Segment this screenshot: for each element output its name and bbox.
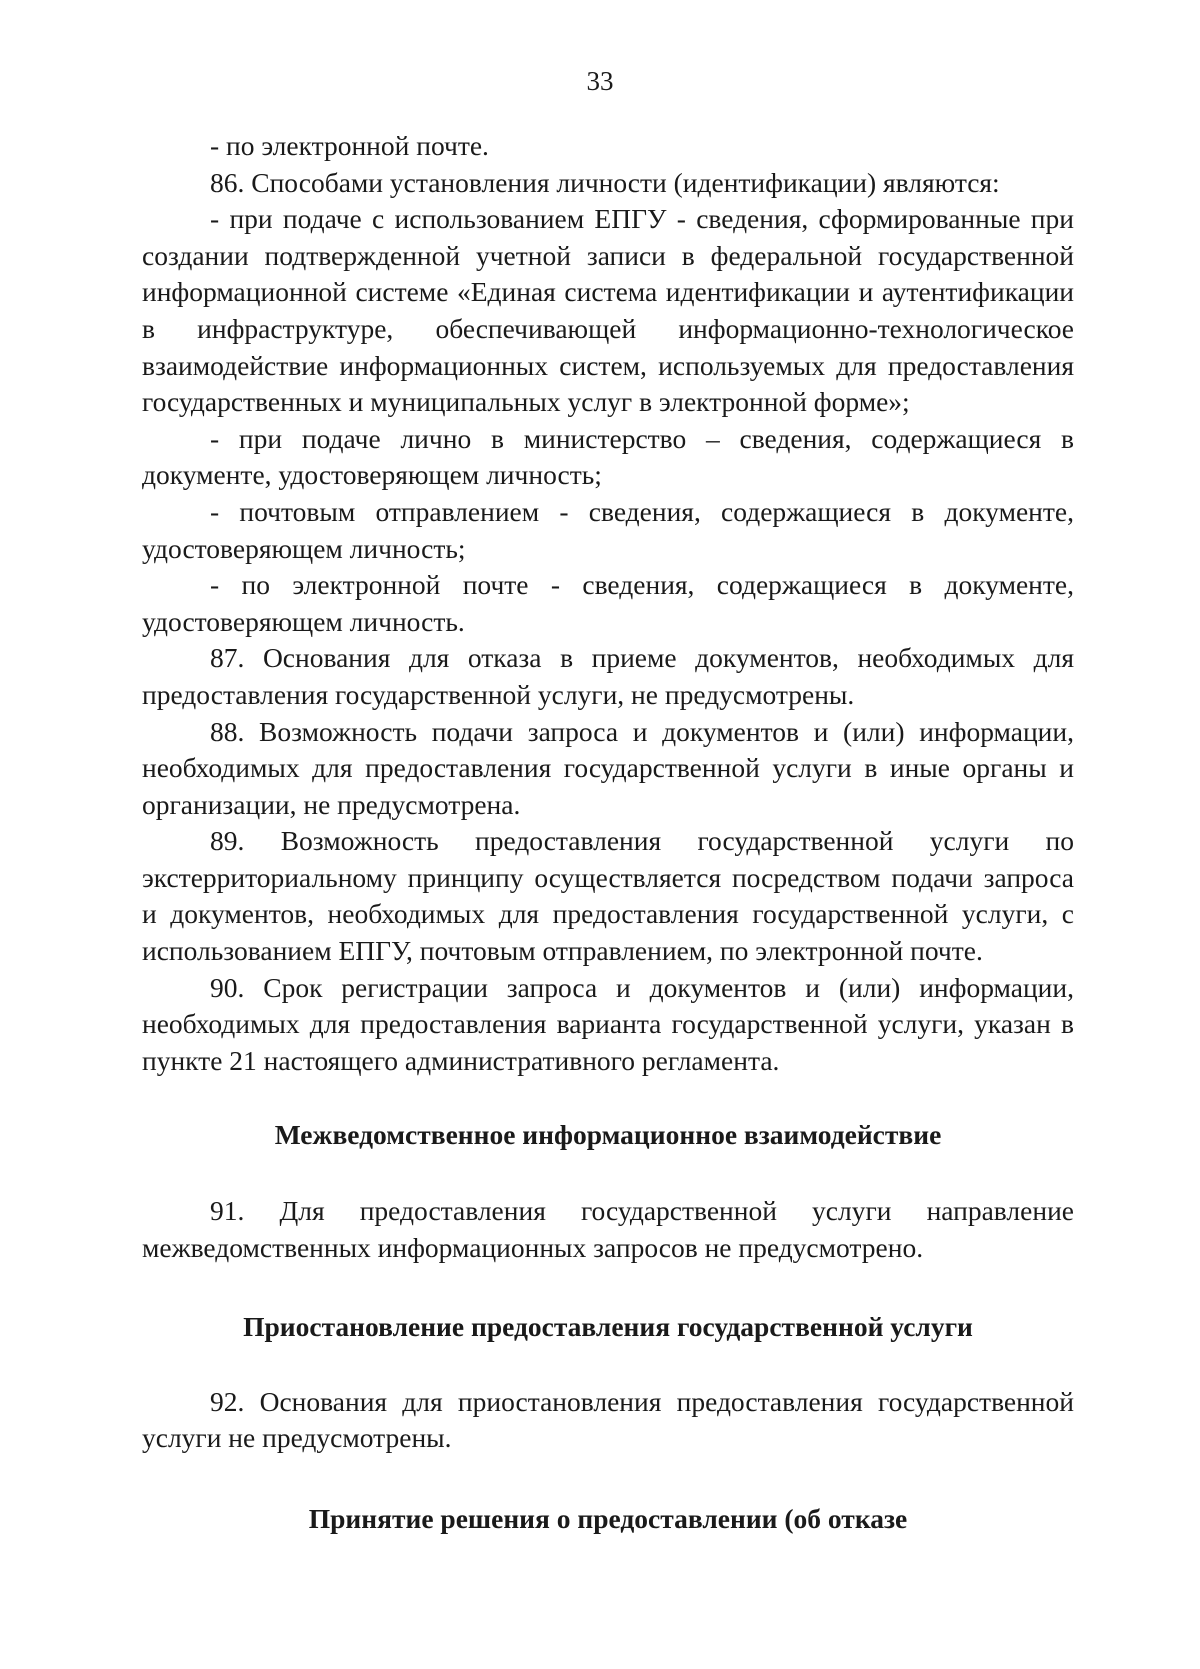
paragraph-87: 87. Основания для отказа в приеме документов, необходимых для предоставления государственной услуги, не предусмотрены.: [142, 642, 1074, 710]
paragraph-epgu-identification: - при подаче с использованием ЕПГУ - сведения, сформированные при создании подтвержденной учетной записи в федеральной государственной информационной системе «Единая система идентификации и аутентификации в инфраструктуре, обеспечивающей информационно-технологическое взаимодействие информационных систем, используемых для предоставления государственных и муниципальных услуг в электронной форме»;: [142, 203, 1074, 418]
paragraph-88: 88. Возможность подачи запроса и документов и (или) информации, необходимых для предоставления государственной услуги в иные органы и организации, не предусмотрена.: [142, 715, 1074, 820]
paragraph-91: 91. Для предоставления государственной услуги направление межведомственных информационных запросов не предусмотрено.: [142, 1195, 1074, 1263]
paragraph-86: 86. Способами установления личности (идентификации) являются:: [210, 166, 1000, 198]
section-heading-decision: Принятие решения о предоставлении (об отказе: [308, 1503, 908, 1534]
section-heading-interagency: Межведомственное информационное взаимодействие: [274, 1119, 942, 1151]
paragraph-postal-identification: - почтовым отправлением - сведения, содержащиеся в документе, удостоверяющем личность;: [142, 495, 1074, 564]
paragraph-89: 89. Возможность предоставления государственной услуги по экстерриториальному принципу осуществляется посредством подачи запроса и документов, необходимых для предоставления государственной услуги, с использованием ЕПГУ, почтовым отправлением, по электронной почте.: [142, 825, 1074, 967]
document-body: [142, 128, 1074, 1538]
paragraph-in-person-identification: - при подаче лично в министерство – сведения, содержащиеся в документе, удостоверяющем личность;: [142, 422, 1074, 491]
paragraph-email-method: - по электронной почте.: [210, 130, 489, 161]
paragraph-92: 92. Основания для приостановления предоставления государственной услуги не предусмотрены.: [142, 1385, 1074, 1454]
section-heading-suspension: Приостановление предоставления государственной услуги: [243, 1311, 973, 1343]
paragraph-email-identification: - по электронной почте - сведения, содержащиеся в документе, удостоверяющем личность.: [142, 569, 1074, 637]
paragraph-90: 90. Срок регистрации запроса и документов и (или) информации, необходимых для предоставления варианта государственной услуги, указан в пункте 21 настоящего административного регламента.: [142, 971, 1074, 1076]
page-number: 33: [586, 66, 614, 96]
